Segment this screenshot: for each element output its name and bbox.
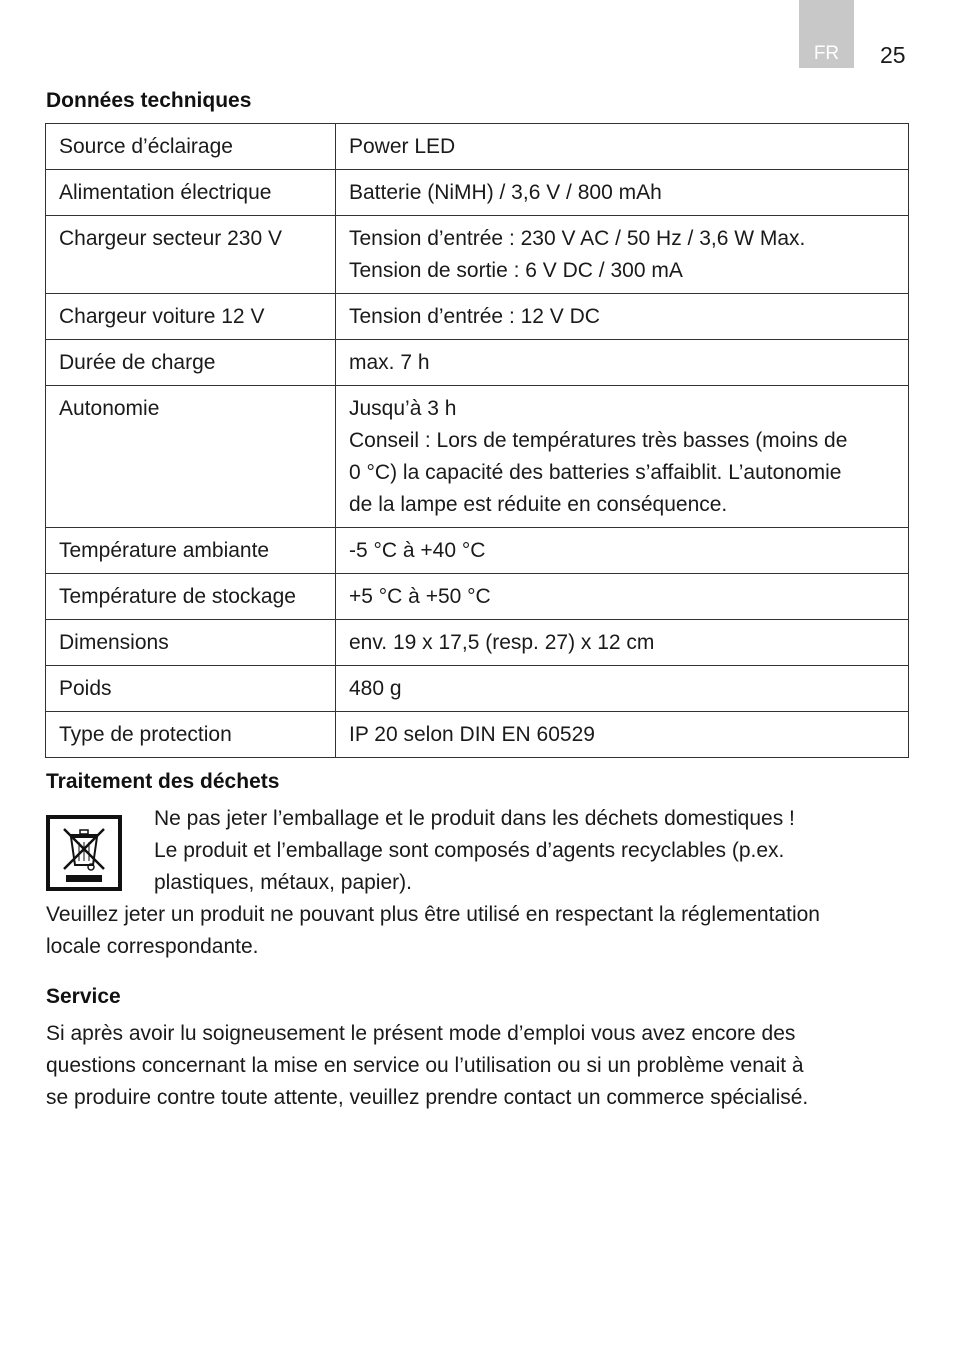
spec-value xyxy=(336,574,909,620)
spec-label: Chargeur secteur 230 V xyxy=(46,216,336,294)
spec-value-line: Batterie (NiMH) / 3,6 V / 800 mAh xyxy=(349,181,662,204)
spec-value xyxy=(336,170,909,216)
spec-label: Durée de charge xyxy=(46,340,336,386)
spec-label: Poids xyxy=(46,666,336,712)
spec-value-line: de la lampe est réduite en conséquence. xyxy=(349,493,728,516)
spec-value xyxy=(336,216,909,294)
spec-label: Autonomie xyxy=(46,386,336,528)
spec-value-line: Power LED xyxy=(349,135,456,158)
page-number: 25 xyxy=(880,42,906,68)
spec-value-line: 480 g xyxy=(349,677,402,700)
service-line: se produire contre toute attente, veuillez prendre contact un commerce spécialisé. xyxy=(46,1086,809,1109)
service-line: Si après avoir lu soigneusement le présent mode d’emploi vous avez encore des xyxy=(46,1022,796,1045)
table-row xyxy=(46,712,909,758)
specs-heading: Données techniques xyxy=(46,89,252,112)
spec-value-line: -5 °C à +40 °C xyxy=(349,539,486,562)
waste-paragraph-line: locale correspondante. xyxy=(46,935,259,958)
table-row xyxy=(46,386,909,528)
table-row xyxy=(46,216,909,294)
waste-line: plastiques, métaux, papier). xyxy=(154,871,412,894)
spec-value-line: Tension de sortie : 6 V DC / 300 mA xyxy=(349,259,683,282)
waste-note xyxy=(154,803,874,899)
table-row xyxy=(46,528,909,574)
service-heading: Service xyxy=(46,985,121,1008)
spec-value-line: IP 20 selon DIN EN 60529 xyxy=(349,723,595,746)
waste-paragraph-line: Veuillez jeter un produit ne pouvant plus être utilisé en respectant la réglementation xyxy=(46,903,820,926)
service-paragraph xyxy=(46,1018,876,1114)
spec-label: Alimentation électrique xyxy=(46,170,336,216)
service-line: questions concernant la mise en service ou l’utilisation ou si un problème venait à xyxy=(46,1054,804,1077)
specs-table-body xyxy=(46,124,909,758)
spec-value xyxy=(336,124,909,170)
table-row xyxy=(46,340,909,386)
spec-label: Dimensions xyxy=(46,620,336,666)
language-code: FR xyxy=(813,43,840,64)
spec-label: Type de protection xyxy=(46,712,336,758)
specs-table xyxy=(45,123,909,758)
spec-value xyxy=(336,294,909,340)
waste-line: Le produit et l’emballage sont composés d’agents recyclables (p.ex. xyxy=(154,839,785,862)
spec-value-line: env. 19 x 17,5 (resp. 27) x 12 cm xyxy=(349,631,655,654)
crossed-out-wheelie-bin-icon xyxy=(46,815,122,891)
spec-value-line: 0 °C) la capacité des batteries s’affaiblit. L’autonomie xyxy=(349,461,842,484)
table-row xyxy=(46,666,909,712)
spec-value-line: Tension d’entrée : 12 V DC xyxy=(349,305,600,328)
spec-value-line: Conseil : Lors de températures très basses (moins de xyxy=(349,429,848,452)
waste-heading: Traitement des déchets xyxy=(46,770,280,793)
spec-label: Température ambiante xyxy=(46,528,336,574)
table-row xyxy=(46,620,909,666)
table-row xyxy=(46,170,909,216)
spec-value xyxy=(336,528,909,574)
language-tab xyxy=(799,0,854,68)
spec-value xyxy=(336,340,909,386)
table-row xyxy=(46,294,909,340)
spec-label: Source d’éclairage xyxy=(46,124,336,170)
spec-value-line: +5 °C à +50 °C xyxy=(349,585,491,608)
spec-value xyxy=(336,620,909,666)
spec-value xyxy=(336,712,909,758)
table-row xyxy=(46,124,909,170)
waste-line: Ne pas jeter l’emballage et le produit dans les déchets domestiques ! xyxy=(154,807,795,830)
spec-value-line: max. 7 h xyxy=(349,351,430,374)
spec-label: Chargeur voiture 12 V xyxy=(46,294,336,340)
spec-value-line: Jusqu’à 3 h xyxy=(349,397,457,420)
table-row xyxy=(46,574,909,620)
spec-value xyxy=(336,386,909,528)
waste-paragraph xyxy=(46,899,876,963)
spec-value-line: Tension d’entrée : 230 V AC / 50 Hz / 3,6 W Max. xyxy=(349,227,806,250)
spec-label: Température de stockage xyxy=(46,574,336,620)
spec-value xyxy=(336,666,909,712)
